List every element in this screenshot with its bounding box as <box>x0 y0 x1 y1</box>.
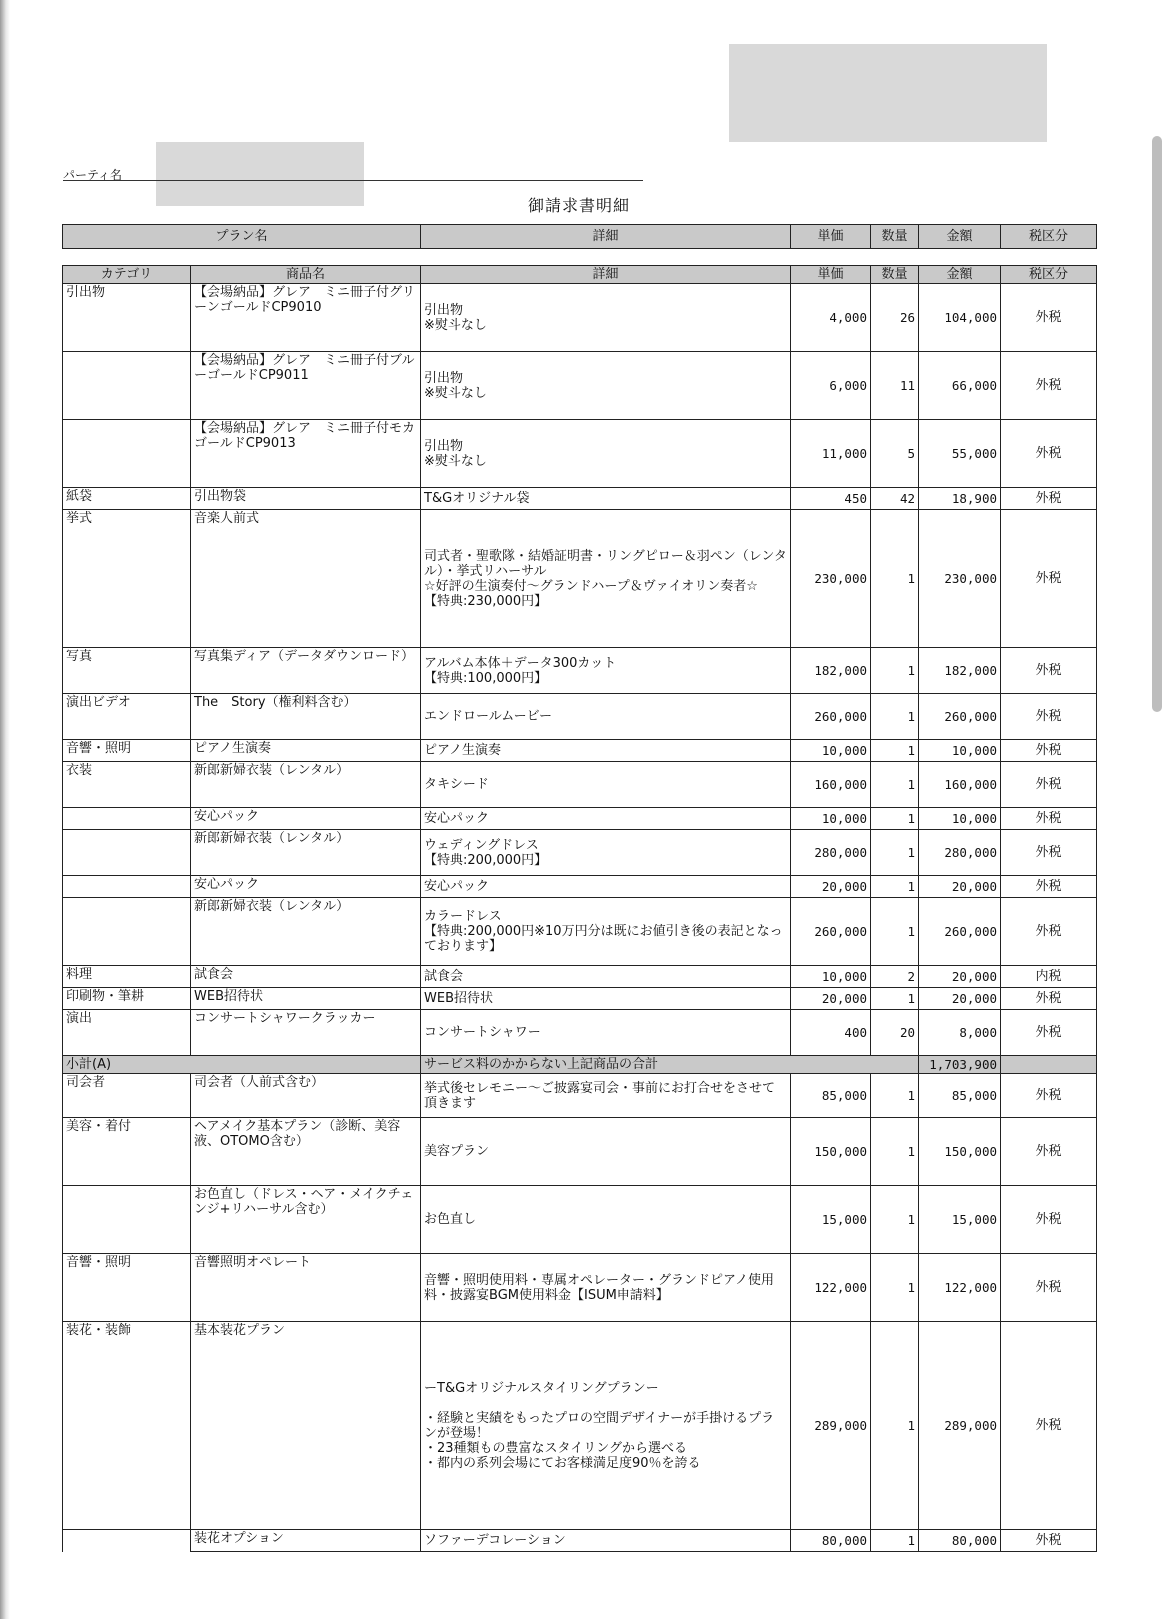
table-row <box>63 1254 1097 1322</box>
row-tax: 外税 <box>1001 1254 1097 1322</box>
row-product: 新郎新婦衣装（レンタル） <box>191 830 421 876</box>
row-category: 紙袋 <box>63 488 191 510</box>
row-product: 司会者（人前式含む） <box>191 1074 421 1118</box>
row-amount: 20,000 <box>919 988 1001 1010</box>
row-quantity: 1 <box>871 830 919 876</box>
row-product: ピアノ生演奏 <box>191 740 421 762</box>
table-row <box>63 352 1097 420</box>
vertical-scrollbar[interactable] <box>1152 136 1162 712</box>
row-tax: 外税 <box>1001 694 1097 740</box>
row-category: 美容・着付 <box>63 1118 191 1186</box>
subtotal-detail: サービス料のかからない上記商品の合計 <box>421 1056 919 1074</box>
row-amount: 150,000 <box>919 1118 1001 1186</box>
row-category: 演出ビデオ <box>63 694 191 740</box>
row-category <box>63 1530 191 1552</box>
subtotal-row <box>63 1056 1097 1074</box>
row-quantity: 1 <box>871 1530 919 1552</box>
row-detail: T&Gオリジナル袋 <box>421 488 791 510</box>
table-row <box>63 1010 1097 1056</box>
row-product: 装花オプション <box>191 1530 421 1552</box>
row-unit-price: 289,000 <box>791 1322 871 1530</box>
row-category: 司会者 <box>63 1074 191 1118</box>
row-detail: 司式者・聖歌隊・結婚証明書・リングピロー＆羽ペン（レンタル）・挙式リハーサル ☆好評の生演奏付～グランドハープ＆ヴァイオリン奏者☆ 【特典:230,000円】 <box>421 510 791 648</box>
row-product: 引出物袋 <box>191 488 421 510</box>
row-detail: WEB招待状 <box>421 988 791 1010</box>
row-unit-price: 280,000 <box>791 830 871 876</box>
detail-header: 詳細 <box>421 266 791 284</box>
row-unit-price: 160,000 <box>791 762 871 808</box>
row-tax: 外税 <box>1001 420 1097 488</box>
row-detail: 引出物 ※熨斗なし <box>421 284 791 352</box>
row-quantity: 5 <box>871 420 919 488</box>
table-row <box>63 740 1097 762</box>
row-tax: 外税 <box>1001 1118 1097 1186</box>
row-category <box>63 420 191 488</box>
row-detail: 安心パック <box>421 808 791 830</box>
row-product: 音楽人前式 <box>191 510 421 648</box>
row-category <box>63 352 191 420</box>
table-row <box>63 1074 1097 1118</box>
row-unit-price: 150,000 <box>791 1118 871 1186</box>
row-unit-price: 6,000 <box>791 352 871 420</box>
row-amount: 260,000 <box>919 898 1001 966</box>
row-product: 【会場納品】グレア ミニ冊子付ブルーゴールドCP9011 <box>191 352 421 420</box>
row-detail: タキシード <box>421 762 791 808</box>
row-unit-price: 10,000 <box>791 808 871 830</box>
row-quantity: 1 <box>871 1254 919 1322</box>
row-tax: 外税 <box>1001 284 1097 352</box>
row-product: WEB招待状 <box>191 988 421 1010</box>
row-detail: 美容プラン <box>421 1118 791 1186</box>
row-amount: 55,000 <box>919 420 1001 488</box>
row-tax: 外税 <box>1001 740 1097 762</box>
row-tax: 外税 <box>1001 1322 1097 1530</box>
row-category <box>63 1186 191 1254</box>
row-detail: コンサートシャワー <box>421 1010 791 1056</box>
row-quantity: 2 <box>871 966 919 988</box>
row-category <box>63 808 191 830</box>
row-tax: 外税 <box>1001 762 1097 808</box>
table-row <box>63 988 1097 1010</box>
row-unit-price: 260,000 <box>791 898 871 966</box>
row-unit-price: 80,000 <box>791 1530 871 1552</box>
table-row <box>63 648 1097 694</box>
row-detail: 引出物 ※熨斗なし <box>421 420 791 488</box>
plan-tax-header: 税区分 <box>1001 225 1097 249</box>
row-unit-price: 450 <box>791 488 871 510</box>
plan-detail-header: 詳細 <box>421 225 791 249</box>
subtotal-amount: 1,703,900 <box>919 1056 1001 1074</box>
row-category: 装花・装飾 <box>63 1322 191 1530</box>
row-detail: 音響・照明使用料・専属オペレーター・グランドピアノ使用料・披露宴BGM使用料金【ISUM申請料】 <box>421 1254 791 1322</box>
row-unit-price: 230,000 <box>791 510 871 648</box>
row-category: 演出 <box>63 1010 191 1056</box>
row-detail: ソファーデコレーション <box>421 1530 791 1552</box>
row-tax: 外税 <box>1001 1186 1097 1254</box>
row-product: ヘアメイク基本プラン（診断、美容液、OTOMO含む） <box>191 1118 421 1186</box>
row-unit-price: 4,000 <box>791 284 871 352</box>
row-tax: 外税 <box>1001 1530 1097 1552</box>
row-tax: 外税 <box>1001 648 1097 694</box>
document-title: 御請求書明細 <box>528 196 631 215</box>
row-unit-price: 182,000 <box>791 648 871 694</box>
plan-name-header: プラン名 <box>63 225 421 249</box>
page-edge-shadow <box>0 0 10 1619</box>
row-product: 写真集ディア（データダウンロード） <box>191 648 421 694</box>
row-quantity: 1 <box>871 1118 919 1186</box>
row-amount: 260,000 <box>919 694 1001 740</box>
row-unit-price: 85,000 <box>791 1074 871 1118</box>
row-amount: 182,000 <box>919 648 1001 694</box>
row-tax: 外税 <box>1001 830 1097 876</box>
row-category: 印刷物・筆耕 <box>63 988 191 1010</box>
row-unit-price: 20,000 <box>791 876 871 898</box>
row-detail: ピアノ生演奏 <box>421 740 791 762</box>
row-unit-price: 400 <box>791 1010 871 1056</box>
row-tax: 外税 <box>1001 988 1097 1010</box>
row-amount: 20,000 <box>919 876 1001 898</box>
row-amount: 80,000 <box>919 1530 1001 1552</box>
table-row <box>63 762 1097 808</box>
row-amount: 104,000 <box>919 284 1001 352</box>
table-row <box>63 694 1097 740</box>
row-detail: 挙式後セレモニー～ご披露宴司会・事前にお打合せをさせて頂きます <box>421 1074 791 1118</box>
row-tax: 外税 <box>1001 488 1097 510</box>
row-quantity: 1 <box>871 762 919 808</box>
row-amount: 289,000 <box>919 1322 1001 1530</box>
row-product: コンサートシャワークラッカー <box>191 1010 421 1056</box>
subtotal-tax-cell <box>1001 1056 1097 1074</box>
product-header: 商品名 <box>191 266 421 284</box>
row-quantity: 1 <box>871 1074 919 1118</box>
table-row <box>63 1530 1097 1552</box>
row-quantity: 1 <box>871 694 919 740</box>
quantity-header: 数量 <box>871 266 919 284</box>
row-unit-price: 15,000 <box>791 1186 871 1254</box>
row-detail: アルバム本体＋データ300カット 【特典:100,000円】 <box>421 648 791 694</box>
table-row <box>63 898 1097 966</box>
table-row <box>63 830 1097 876</box>
row-quantity: 1 <box>871 876 919 898</box>
row-detail: エンドロールムービー <box>421 694 791 740</box>
row-category: 音響・照明 <box>63 1254 191 1322</box>
row-product: 安心パック <box>191 876 421 898</box>
row-unit-price: 11,000 <box>791 420 871 488</box>
row-quantity: 1 <box>871 988 919 1010</box>
row-product: 新郎新婦衣装（レンタル） <box>191 762 421 808</box>
row-category <box>63 876 191 898</box>
row-detail: 試食会 <box>421 966 791 988</box>
row-quantity: 1 <box>871 898 919 966</box>
row-tax: 内税 <box>1001 966 1097 988</box>
row-category <box>63 830 191 876</box>
row-tax: 外税 <box>1001 1074 1097 1118</box>
category-header: カテゴリ <box>63 266 191 284</box>
row-amount: 280,000 <box>919 830 1001 876</box>
row-product: 【会場納品】グレア ミニ冊子付モカゴールドCP9013 <box>191 420 421 488</box>
row-product: 【会場納品】グレア ミニ冊子付グリーンゴールドCP9010 <box>191 284 421 352</box>
table-row <box>63 488 1097 510</box>
table-row <box>63 876 1097 898</box>
row-amount: 20,000 <box>919 966 1001 988</box>
plan-unit-price-header: 単価 <box>791 225 871 249</box>
row-unit-price: 10,000 <box>791 740 871 762</box>
row-amount: 10,000 <box>919 740 1001 762</box>
plan-header-table <box>62 224 1097 249</box>
row-amount: 18,900 <box>919 488 1001 510</box>
row-detail: お色直し <box>421 1186 791 1254</box>
row-amount: 8,000 <box>919 1010 1001 1056</box>
row-category: 挙式 <box>63 510 191 648</box>
redacted-party-name <box>156 142 364 206</box>
row-quantity: 1 <box>871 648 919 694</box>
row-unit-price: 20,000 <box>791 988 871 1010</box>
row-amount: 85,000 <box>919 1074 1001 1118</box>
row-product: 音響照明オペレート <box>191 1254 421 1322</box>
row-detail: 引出物 ※熨斗なし <box>421 352 791 420</box>
tax-header: 税区分 <box>1001 266 1097 284</box>
row-detail: 安心パック <box>421 876 791 898</box>
plan-quantity-header: 数量 <box>871 225 919 249</box>
redacted-block-top <box>729 44 1047 142</box>
row-category <box>63 898 191 966</box>
row-quantity: 1 <box>871 1322 919 1530</box>
row-unit-price: 260,000 <box>791 694 871 740</box>
row-amount: 66,000 <box>919 352 1001 420</box>
table-row <box>63 808 1097 830</box>
row-quantity: 1 <box>871 510 919 648</box>
table-row <box>63 284 1097 352</box>
row-amount: 160,000 <box>919 762 1001 808</box>
items-table <box>62 265 1097 1552</box>
row-amount: 10,000 <box>919 808 1001 830</box>
party-name-underline <box>63 180 643 181</box>
row-category: 音響・照明 <box>63 740 191 762</box>
row-product: 安心パック <box>191 808 421 830</box>
row-quantity: 1 <box>871 808 919 830</box>
row-tax: 外税 <box>1001 1010 1097 1056</box>
row-quantity: 11 <box>871 352 919 420</box>
unit-price-header: 単価 <box>791 266 871 284</box>
table-row <box>63 966 1097 988</box>
row-product: 基本装花プラン <box>191 1322 421 1530</box>
table-row <box>63 1118 1097 1186</box>
row-quantity: 1 <box>871 740 919 762</box>
row-tax: 外税 <box>1001 510 1097 648</box>
row-unit-price: 122,000 <box>791 1254 871 1322</box>
row-amount: 15,000 <box>919 1186 1001 1254</box>
row-detail: ーT&Gオリジナルスタイリングプランー ・経験と実績をもったプロの空間デザイナーが手掛けるプランが登場！ ・23種類もの豊富なスタイリングから選べる ・都内の系列会場にてお客様満足度90％を誇る <box>421 1322 791 1530</box>
plan-amount-header: 金額 <box>919 225 1001 249</box>
table-row <box>63 510 1097 648</box>
amount-header: 金額 <box>919 266 1001 284</box>
row-tax: 外税 <box>1001 808 1097 830</box>
row-quantity: 20 <box>871 1010 919 1056</box>
row-category: 引出物 <box>63 284 191 352</box>
row-tax: 外税 <box>1001 898 1097 966</box>
row-amount: 122,000 <box>919 1254 1001 1322</box>
row-quantity: 1 <box>871 1186 919 1254</box>
row-tax: 外税 <box>1001 352 1097 420</box>
row-category: 写真 <box>63 648 191 694</box>
row-product: 新郎新婦衣装（レンタル） <box>191 898 421 966</box>
row-quantity: 42 <box>871 488 919 510</box>
row-quantity: 26 <box>871 284 919 352</box>
row-amount: 230,000 <box>919 510 1001 648</box>
row-detail: カラードレス 【特典:200,000円※10万円分は既にお値引き後の表記となっております】 <box>421 898 791 966</box>
table-row <box>63 1186 1097 1254</box>
party-name-label: パーティ名 <box>63 168 123 182</box>
row-tax: 外税 <box>1001 876 1097 898</box>
row-product: The Story（権利料含む） <box>191 694 421 740</box>
row-product: お色直し（ドレス・ヘア・メイクチェンジ+リハーサル含む） <box>191 1186 421 1254</box>
row-category: 衣装 <box>63 762 191 808</box>
row-detail: ウェディングドレス 【特典:200,000円】 <box>421 830 791 876</box>
table-row <box>63 420 1097 488</box>
table-row <box>63 1322 1097 1530</box>
subtotal-label: 小計(A) <box>63 1056 421 1074</box>
row-unit-price: 10,000 <box>791 966 871 988</box>
row-product: 試食会 <box>191 966 421 988</box>
row-category: 料理 <box>63 966 191 988</box>
